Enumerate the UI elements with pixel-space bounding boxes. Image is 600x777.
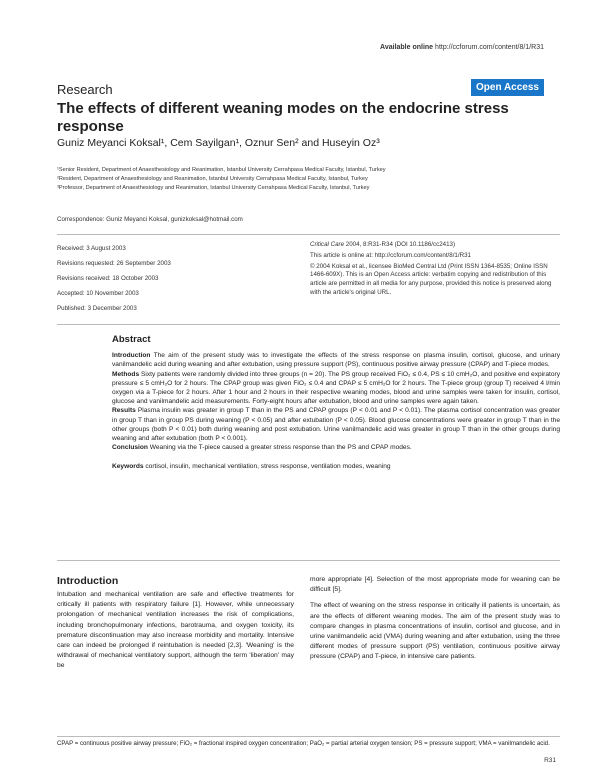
citation-ref: 2004, 8:R31-R34 (DOI 10.1186/cc2413): [345, 241, 456, 248]
citation-online: This article is online at: http://ccforum.com/content/8/1/R31: [310, 251, 471, 259]
online-label: Available online: [380, 44, 434, 51]
abstract-conclusion: [112, 443, 560, 452]
introduction-heading: Introduction: [57, 575, 119, 587]
date-revisions-received: Revisions received: 18 October 2003: [57, 275, 159, 282]
divider: [57, 560, 560, 561]
divider: [57, 234, 560, 235]
abstract-heading: Abstract: [112, 334, 151, 345]
page-number: R31: [544, 757, 556, 764]
affiliations: [57, 166, 557, 193]
affiliation-1: ¹Senior Resident, Department of Anaesthesiology and Reanimation, Istanbul University Cerrahpasa Medical Faculty, Istanbul, Turkey: [57, 167, 386, 173]
publication-dates: [57, 241, 171, 316]
journal-name: Critical Care: [310, 241, 345, 248]
abstract-methods-text: Sixty patients were randomly divided into three groups (n = 20). The PS group received FiO₂ ≤ 0.4, PS ≤ 10 cmH₂O, and positive end expiratory pressure ≤ 5 cmH₂O for 2 hours. The CPAP group was given FiO₂ ≤ 0.4 and CPAP ≤ 5 cmH₂O for 2 hours. The T-piece group (group T) received 4 l/min oxygen via a T-piece for 2 hours. After 1 hour and 2 hours in their respective weaning modes, blood and urine samples were taken for insulin, cortisol, glucose and vanilmandelic acid measurements. Forty-eight hours after extubation, blood and urine samples were again taken.: [112, 370, 560, 406]
abstract-conclusion-text: Weaning via the T-piece caused a greater stress response than the PS and CPAP modes.: [149, 444, 412, 452]
abbreviations-footnote: CPAP = continuous positive airway pressure; FiO₂ = fractional inspired oxygen concentration; PaO₂ = partial arterial oxygen tension; PS = pressure support; VMA = vanilmandelic acid.: [57, 740, 550, 747]
abstract: [112, 335, 560, 472]
date-published: Published: 3 December 2003: [57, 305, 137, 312]
license-notice: © 2004 Koksal et al., licensee BioMed Central Ltd (Print ISSN 1364-8535; Online ISSN 1466-609X). This is an Open Access article: verbatim copying and redistribution of this article are permitted in all media for any purpose, provided this notice is preserved along with the article's original URL.: [310, 262, 552, 296]
keywords: [112, 462, 560, 471]
online-availability: [380, 44, 544, 51]
citation-block: [310, 241, 560, 298]
open-access-badge: Open Access: [471, 79, 544, 96]
abstract-intro-label: Introduction: [112, 352, 151, 360]
section-label: Research: [57, 82, 113, 97]
abstract-results-text: Plasma insulin was greater in group T than in the PS and CPAP groups (P < 0.01 and P < 0.01). The plasma cortisol concentration was greater in group T than in group PS during weaning (P < 0.05) and after extubation (P < 0.05). Blood glucose concentrations were greater in group T than in the other groups (both P < 0.01) both during weaning and post extubation. Urine vanilmandelic acid was greater in group T than in the other groups during weaning and after extubation (both P < 0.001).: [112, 407, 560, 443]
introduction-column-1: Intubation and mechanical ventilation are safe and effective treatments for critically ill patients with respiratory failure [1]. However, while unnecessary prolongation of mechanical ventilation increases the risk of complications, including bronchopulmonary infections, barotrauma, and oxygen toxicity, its premature discontinuation may also increase morbidity and mortality. Intensive care can indeed be prolonged if reintubation is needed [2,3]. 'Weaning' is the withdrawal of mechanical ventilatory support, although the term 'liberation' may be: [57, 591, 294, 670]
article-title: The effects of different weaning modes on the endocrine stress response: [57, 100, 509, 135]
affiliation-3: ³Professor, Department of Anaesthesiology and Reanimation, Istanbul University Cerrahpasa Medical Faculty, Istanbul, Turkey: [57, 185, 370, 191]
introduction-column-2: [310, 575, 560, 669]
online-url[interactable]: http://ccforum.com/content/8/1/R31: [435, 44, 544, 51]
abstract-conclusion-label: Conclusion: [112, 444, 148, 452]
keywords-label: Keywords: [112, 463, 144, 471]
keywords-text: cortisol, insulin, mechanical ventilation, stress response, ventilation modes, weaning: [145, 463, 391, 471]
date-received: Received: 3 August 2003: [57, 245, 126, 252]
abstract-introduction: [112, 351, 560, 369]
introduction-paragraph: The effect of weaning on the stress response in critically ill patients is uncertain, as are the effects of different weaning modes. The aim of the present study was to compare changes in plasma concentrations of insulin, cortisol and glucose, and in urine vanilmandelic acid (VMA) during weaning and after extubation, using the three different modes of pressure support (PS) ventilation, continuous positive airway pressure (CPAP) and T-piece, in intensive care patients.: [310, 602, 560, 661]
author-list: Guniz Meyanci Koksal¹, Cem Sayilgan¹, Oznur Sen² and Huseyin Oz³: [57, 137, 380, 149]
abstract-methods-label: Methods: [112, 370, 140, 378]
footnote-divider: [57, 736, 560, 737]
abstract-intro-text: The aim of the present study was to investigate the effects of the stress response on plasma insulin, cortisol, glucose, and urinary vanilmandelic acid during weaning and after extubation, using pressure support (PS), continuous positive airway pressure (CPAP) and T-piece modes.: [112, 352, 560, 369]
citation-ref-line: [310, 241, 560, 250]
date-revisions-requested: Revisions requested: 26 September 2003: [57, 260, 171, 267]
introduction-paragraph: more appropriate [4]. Selection of the most appropriate mode for weaning can be difficult [5].: [310, 576, 560, 594]
abstract-results-label: Results: [112, 407, 136, 415]
correspondence: Correspondence: Guniz Meyanci Koksal, gunizkoksal@hotmail.com: [57, 216, 243, 223]
abstract-results: [112, 406, 560, 443]
divider: [57, 324, 560, 325]
abstract-methods: [112, 370, 560, 407]
date-accepted: Accepted: 10 November 2003: [57, 290, 139, 297]
affiliation-2: ²Resident, Department of Anaesthesiology and Reanimation, Istanbul University Cerrahpasa Medical Faculty, Istanbul, Turkey: [57, 176, 368, 182]
